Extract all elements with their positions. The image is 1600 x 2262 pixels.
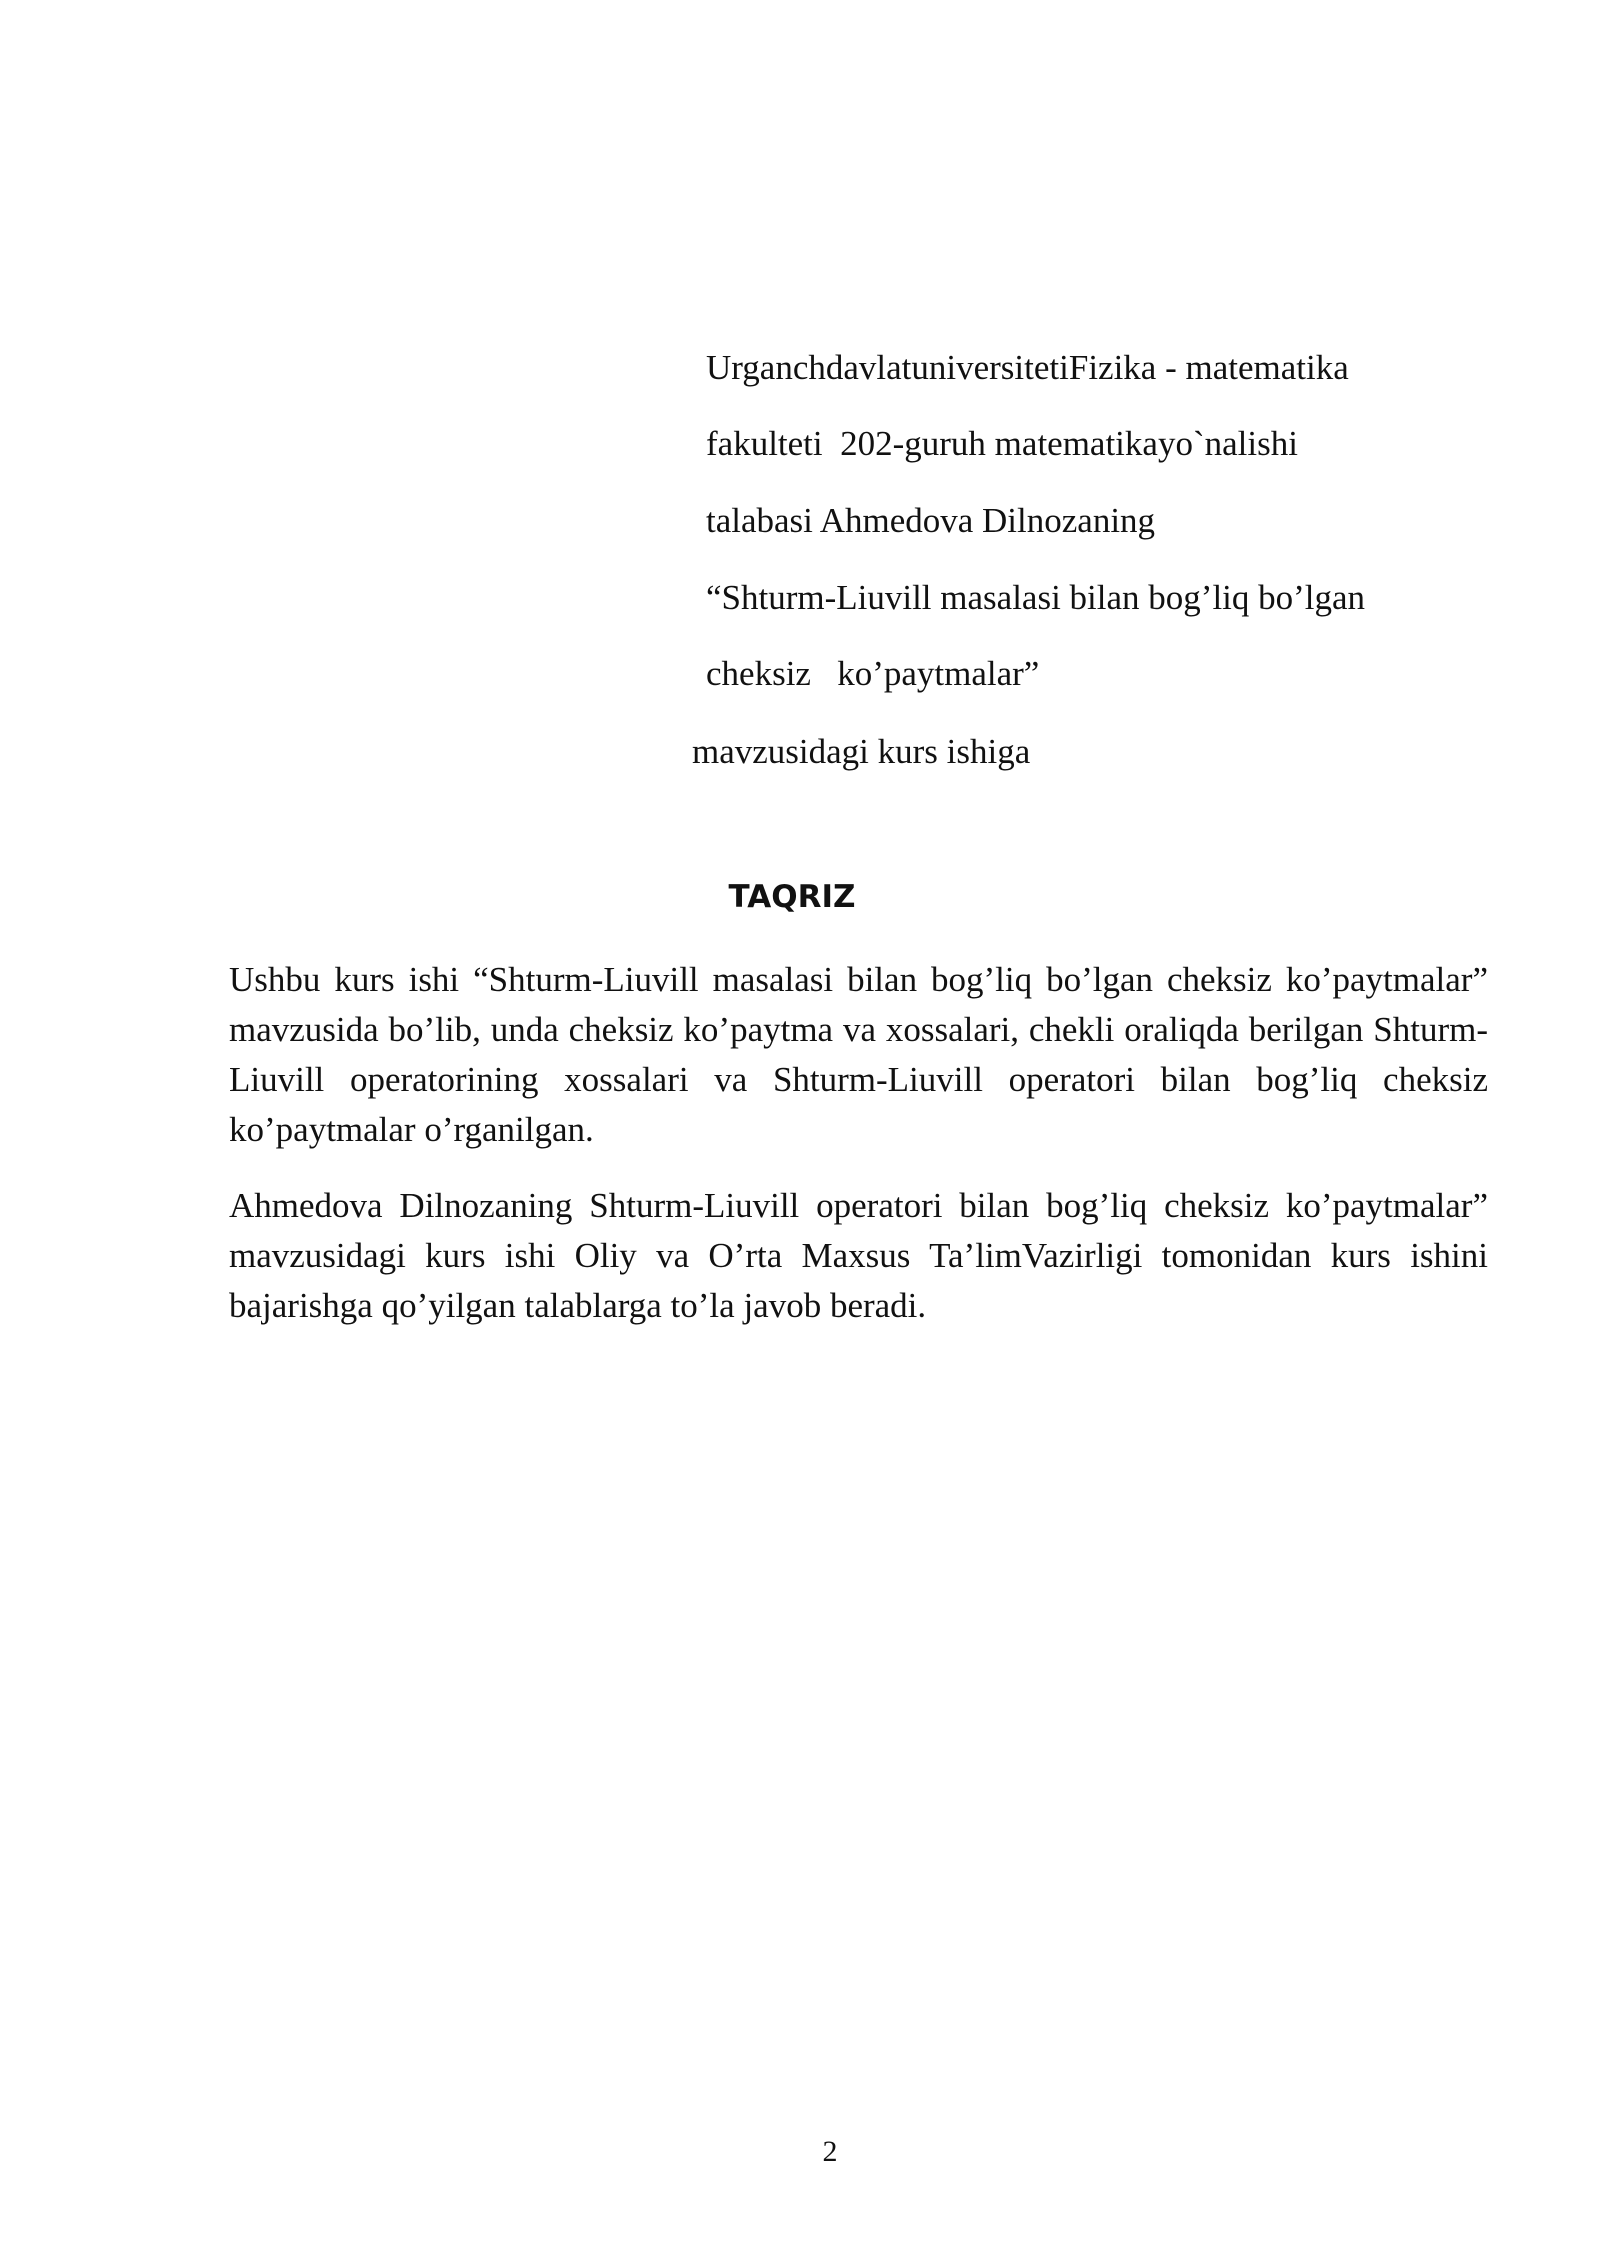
document-title [0,877,1600,917]
header-line-3: talabasi Ahmedova Dilnozaning [706,501,1156,540]
header-line-6: mavzusidagi kurs ishiga [692,732,1031,771]
page-number: 2 [822,2135,838,2168]
review-paragraph-2: Ahmedova Dilnozaning Shturm-Liuvill operatori bilan bog’liq cheksiz ko’paytmalar” mavzusidagi kurs ishi Oliy va O’rta Maxsus Ta’limVazirligi tomonidan kurs ishini bajarishga qo’yilgan talablarga to’la javob beradi. [229,1186,1488,1325]
header-line-1: UrganchdavlatuniversitetiFizika - matematika [706,348,1349,387]
header-line-2: fakulteti 202-guruh matematikayo`nalishi [706,424,1298,463]
document-title-text: TAQRIZ [728,879,856,915]
review-paragraph-1: Ushbu kurs ishi “Shturm-Liuvill masalasi bilan bog’liq bo’lgan cheksiz ko’paytmalar” mavzusida bo’lib, unda cheksiz ko’paytma va xossalari, chekli oraliqda berilgan Shturm-Liuvill operatorining xossalari va Shturm-Liuvill operatori bilan bog’liq cheksiz ko’paytmalar o’rganilgan. [229,960,1488,1149]
header-line-4: “Shturm-Liuvill masalasi bilan bog’liq bo’lgan [706,578,1366,617]
review-header [0,0,1600,800]
header-line-5: cheksiz ko’paytmalar” [706,654,1040,693]
